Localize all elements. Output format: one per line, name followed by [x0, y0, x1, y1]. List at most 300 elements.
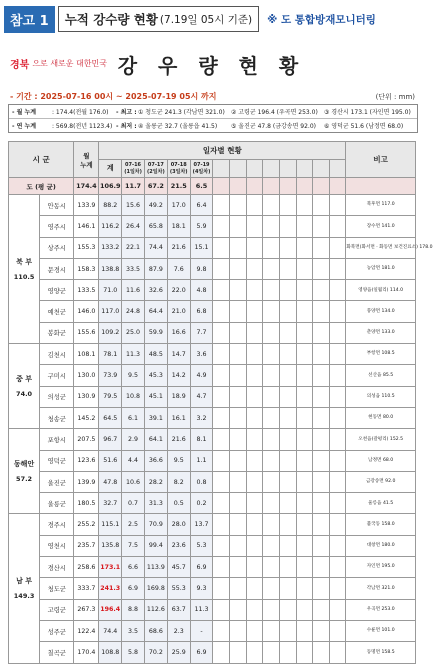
- cell-empty: [230, 450, 247, 471]
- period-text: - 기간 : 2025-07-16 00시 ~ 2025-07-19 05시 까지: [10, 92, 217, 101]
- note-cell: 영양읍(일월리) 114.0: [346, 280, 416, 301]
- cell-empty: [263, 599, 280, 620]
- cell-empty: [329, 237, 346, 258]
- cell-empty: [279, 642, 296, 663]
- day-value: 3.2: [190, 407, 213, 428]
- cell-empty: [329, 450, 346, 471]
- city-name: 성주군: [40, 620, 74, 641]
- note-cell: 동명면 158.5: [346, 642, 416, 663]
- day-value: 45.7: [167, 557, 190, 578]
- cell-empty: [313, 178, 330, 195]
- period-total: 32.7: [99, 493, 122, 514]
- cell-empty: [246, 237, 263, 258]
- day-value: 6.9: [190, 642, 213, 663]
- day-value: 18.9: [167, 386, 190, 407]
- cell-empty: [263, 557, 280, 578]
- cell-empty: [263, 280, 280, 301]
- region-cell: [9, 514, 40, 663]
- header-daily: 일자별 현황: [99, 142, 346, 160]
- cell-empty: [329, 301, 346, 322]
- month-total: 133.5: [74, 280, 99, 301]
- cell-empty: [213, 365, 230, 386]
- cell-empty: [296, 365, 313, 386]
- cell-empty: [263, 578, 280, 599]
- cell-empty: [246, 450, 263, 471]
- cell-empty: [296, 195, 313, 216]
- period-total: 71.0: [99, 280, 122, 301]
- day-value: 0.8: [190, 471, 213, 492]
- day-value: 16.6: [167, 322, 190, 343]
- region-cell: [9, 195, 40, 344]
- summary-max-item: ① 청도군 241.3 (각남면 321.0): [138, 109, 225, 116]
- day-value: 0.7: [122, 493, 145, 514]
- city-name: 포항시: [40, 429, 74, 450]
- month-total: 139.9: [74, 471, 99, 492]
- header-day: 07-19 (4일차): [190, 160, 213, 178]
- day-value: 22.1: [122, 237, 145, 258]
- cell-empty: [279, 237, 296, 258]
- cell-empty: [313, 216, 330, 237]
- cell-empty: [296, 301, 313, 322]
- cell-empty: [246, 514, 263, 535]
- cell-empty: [263, 493, 280, 514]
- cell-empty: [313, 280, 330, 301]
- day-value: 14.7: [167, 344, 190, 365]
- period-total: 241.3: [99, 578, 122, 599]
- day-value: 36.6: [144, 450, 167, 471]
- summary-year-label: - 연 누계: [12, 123, 37, 130]
- region-cell: [9, 429, 40, 514]
- city-name: 경주시: [40, 514, 74, 535]
- month-total: 155.6: [74, 322, 99, 343]
- header-day: 07-17 (2일차): [144, 160, 167, 178]
- cell-empty: [279, 429, 296, 450]
- cell-empty: [279, 493, 296, 514]
- day-value: 64.4: [144, 301, 167, 322]
- cell-empty: [213, 429, 230, 450]
- cell-empty: [213, 620, 230, 641]
- cell-empty: [213, 280, 230, 301]
- month-total: 146.1: [74, 216, 99, 237]
- day-value: 99.4: [144, 535, 167, 556]
- region-average: 149.3: [13, 592, 35, 601]
- cell-empty: [230, 344, 247, 365]
- note-cell: 춘양면 133.0: [346, 322, 416, 343]
- cell-empty: [329, 514, 346, 535]
- day-value: 169.8: [144, 578, 167, 599]
- cell-empty: [329, 216, 346, 237]
- cell-empty: [313, 429, 330, 450]
- day-value: 6.6: [122, 557, 145, 578]
- period-total: 64.5: [99, 407, 122, 428]
- cell-empty: [313, 642, 330, 663]
- cell-empty: [246, 578, 263, 599]
- region-name: 남 부: [16, 577, 33, 586]
- day-value: 28.2: [144, 471, 167, 492]
- day-value: 74.4: [144, 237, 167, 258]
- cell-empty: [213, 407, 230, 428]
- cell-empty: [230, 178, 247, 195]
- day-value: 64.1: [144, 429, 167, 450]
- period-total: 173.1: [99, 557, 122, 578]
- average-total: 106.9: [99, 178, 122, 195]
- day-value: 0.5: [167, 493, 190, 514]
- cell-empty: [263, 216, 280, 237]
- cell-empty: [230, 365, 247, 386]
- note-cell: 현동면 80.0: [346, 407, 416, 428]
- note-cell: 남정면 68.0: [346, 450, 416, 471]
- cell-empty: [279, 578, 296, 599]
- day-value: 16.1: [167, 407, 190, 428]
- cell-empty: [230, 471, 247, 492]
- rainfall-table: [8, 141, 433, 664]
- summary-month-value: : 174.4(전월 176.0): [52, 109, 109, 116]
- note-cell: 부항면 108.5: [346, 344, 416, 365]
- table-row: [9, 535, 416, 556]
- cell-empty: [329, 407, 346, 428]
- note-cell: 풍양면 134.0: [346, 301, 416, 322]
- table-row: [9, 620, 416, 641]
- cell-empty: [329, 471, 346, 492]
- cell-empty: [313, 493, 330, 514]
- cell-empty: [230, 322, 247, 343]
- cell-empty: [263, 258, 280, 279]
- cell-empty: [279, 471, 296, 492]
- header-empty: [246, 160, 263, 178]
- city-name: 영덕군: [40, 450, 74, 471]
- cell-empty: [296, 280, 313, 301]
- day-value: 8.8: [122, 599, 145, 620]
- cell-empty: [313, 407, 330, 428]
- summary-max-item: ② 고령군 196.4 (우곡면 253.0): [231, 109, 318, 116]
- city-name: 칠곡군: [40, 642, 74, 663]
- city-name: 문경시: [40, 258, 74, 279]
- cell-empty: [279, 535, 296, 556]
- day-value: 45.1: [144, 386, 167, 407]
- city-name: 영천시: [40, 535, 74, 556]
- cell-empty: [279, 514, 296, 535]
- month-total: 133.9: [74, 195, 99, 216]
- city-name: 봉화군: [40, 322, 74, 343]
- day-value: 10.6: [122, 471, 145, 492]
- period-total: 96.7: [99, 429, 122, 450]
- day-value: 25.9: [167, 642, 190, 663]
- cell-empty: [346, 178, 416, 195]
- cell-empty: [329, 620, 346, 641]
- city-name: 울릉군: [40, 493, 74, 514]
- day-value: 31.3: [144, 493, 167, 514]
- cell-empty: [329, 599, 346, 620]
- page-title: 강 우 량 현 황: [117, 54, 306, 78]
- summary-min-label: - 최저 :: [116, 123, 137, 130]
- table-row: [9, 407, 416, 428]
- day-value: 33.5: [122, 258, 145, 279]
- cell-empty: [230, 301, 247, 322]
- logo-mark: 경북: [10, 60, 30, 71]
- day-value: 3.5: [122, 620, 145, 641]
- cell-empty: [213, 471, 230, 492]
- period-total: 51.6: [99, 450, 122, 471]
- day-value: 2.3: [167, 620, 190, 641]
- period-total: 79.5: [99, 386, 122, 407]
- cell-empty: [296, 258, 313, 279]
- cell-empty: [246, 642, 263, 663]
- period-total: 116.2: [99, 216, 122, 237]
- cell-empty: [279, 322, 296, 343]
- day-value: 8.1: [190, 429, 213, 450]
- note-cell: 북후면 117.0: [346, 195, 416, 216]
- table-row: [9, 386, 416, 407]
- cell-empty: [213, 195, 230, 216]
- day-value: 11.6: [122, 280, 145, 301]
- cell-empty: [329, 642, 346, 663]
- cell-empty: [313, 237, 330, 258]
- cell-empty: [279, 450, 296, 471]
- cell-empty: [296, 578, 313, 599]
- cell-empty: [213, 216, 230, 237]
- cell-empty: [279, 407, 296, 428]
- summary-min-item: ④ 울릉군 32.7 (울릉읍 41.5): [138, 123, 218, 130]
- day-value: 5.3: [190, 535, 213, 556]
- cell-empty: [230, 407, 247, 428]
- cell-empty: [279, 557, 296, 578]
- cell-empty: [313, 514, 330, 535]
- cell-empty: [313, 557, 330, 578]
- cell-empty: [213, 237, 230, 258]
- table-row: [9, 258, 416, 279]
- day-value: 8.2: [167, 471, 190, 492]
- cell-empty: [230, 429, 247, 450]
- cell-empty: [230, 642, 247, 663]
- cell-empty: [279, 301, 296, 322]
- cell-empty: [329, 365, 346, 386]
- cell-empty: [246, 344, 263, 365]
- cell-empty: [313, 599, 330, 620]
- header-month: 월 누계: [74, 142, 99, 178]
- cell-empty: [230, 620, 247, 641]
- note-cell: 의성읍 110.5: [346, 386, 416, 407]
- month-total: 155.3: [74, 237, 99, 258]
- day-value: 10.8: [122, 386, 145, 407]
- cell-empty: [246, 195, 263, 216]
- table-body: [9, 178, 433, 664]
- month-total: 123.6: [74, 450, 99, 471]
- cell-empty: [296, 237, 313, 258]
- city-name: 의성군: [40, 386, 74, 407]
- header-subtitle: (7.19일 05시 기준): [159, 13, 253, 26]
- average-day: 6.5: [190, 178, 213, 195]
- day-value: -: [190, 620, 213, 641]
- day-value: 2.9: [122, 429, 145, 450]
- day-value: 2.5: [122, 514, 145, 535]
- cell-empty: [279, 178, 296, 195]
- cell-empty: [213, 450, 230, 471]
- period-total: 117.0: [99, 301, 122, 322]
- cell-empty: [213, 599, 230, 620]
- table-row: [9, 322, 416, 343]
- cell-empty: [263, 642, 280, 663]
- cell-empty: [279, 258, 296, 279]
- cell-empty: [313, 535, 330, 556]
- cell-empty: [230, 258, 247, 279]
- cell-empty: [296, 642, 313, 663]
- day-value: 4.4: [122, 450, 145, 471]
- region-average: 74.0: [16, 390, 33, 399]
- day-value: 59.9: [144, 322, 167, 343]
- cell-empty: [263, 301, 280, 322]
- table-row: [9, 514, 416, 535]
- day-value: 21.6: [167, 237, 190, 258]
- cell-empty: [329, 178, 346, 195]
- cell-empty: [296, 386, 313, 407]
- table-row: [9, 237, 416, 258]
- cell-empty: [279, 386, 296, 407]
- day-value: 13.7: [190, 514, 213, 535]
- cell-empty: [263, 620, 280, 641]
- header-day: 07-16 (1일차): [122, 160, 145, 178]
- cell-empty: [329, 280, 346, 301]
- day-value: 4.7: [190, 386, 213, 407]
- city-name: 영양군: [40, 280, 74, 301]
- city-name: 청송군: [40, 407, 74, 428]
- city-name: 예천군: [40, 301, 74, 322]
- period-total: 78.1: [99, 344, 122, 365]
- cell-empty: [213, 557, 230, 578]
- cell-empty: [313, 195, 330, 216]
- city-name: 상주시: [40, 237, 74, 258]
- cell-empty: [246, 620, 263, 641]
- summary-min-item: ⑥ 영덕군 51.6 (남정면 68.0): [324, 123, 404, 130]
- day-value: 5.9: [190, 216, 213, 237]
- month-total: 158.3: [74, 258, 99, 279]
- cell-empty: [263, 429, 280, 450]
- city-name: 울진군: [40, 471, 74, 492]
- period-total: 115.1: [99, 514, 122, 535]
- cell-empty: [296, 471, 313, 492]
- cell-empty: [230, 599, 247, 620]
- table-row: [9, 557, 416, 578]
- note-cell: 농암면 181.0: [346, 258, 416, 279]
- period-total: 73.9: [99, 365, 122, 386]
- summary-row-year: [9, 119, 417, 132]
- cell-empty: [296, 450, 313, 471]
- header-day: 07-18 (3일차): [167, 160, 190, 178]
- month-total: 180.5: [74, 493, 99, 514]
- cell-empty: [246, 280, 263, 301]
- cell-empty: [313, 322, 330, 343]
- cell-empty: [313, 301, 330, 322]
- month-total: 170.4: [74, 642, 99, 663]
- cell-empty: [313, 365, 330, 386]
- period-total: 109.2: [99, 322, 122, 343]
- note-cell: 화북면(화서면 · 화동면 보건진료소) 178.0: [346, 237, 416, 258]
- table-row: [9, 195, 416, 216]
- cell-empty: [230, 386, 247, 407]
- day-value: 1.1: [190, 450, 213, 471]
- month-total: 122.4: [74, 620, 99, 641]
- cell-empty: [246, 557, 263, 578]
- cell-empty: [230, 280, 247, 301]
- cell-empty: [313, 386, 330, 407]
- cell-empty: [230, 493, 247, 514]
- table-row: [9, 599, 416, 620]
- day-value: 70.9: [144, 514, 167, 535]
- month-total: 145.2: [74, 407, 99, 428]
- cell-empty: [230, 514, 247, 535]
- cell-empty: [263, 195, 280, 216]
- table-row: [9, 642, 416, 663]
- cell-empty: [246, 178, 263, 195]
- cell-empty: [279, 280, 296, 301]
- cell-empty: [279, 344, 296, 365]
- cell-empty: [213, 493, 230, 514]
- header-empty: [313, 160, 330, 178]
- cell-empty: [213, 178, 230, 195]
- period-total: 47.8: [99, 471, 122, 492]
- month-total: 255.2: [74, 514, 99, 535]
- day-value: 49.2: [144, 195, 167, 216]
- day-value: 9.5: [122, 365, 145, 386]
- table-row: [9, 280, 416, 301]
- cell-empty: [246, 407, 263, 428]
- average-row: [9, 178, 416, 195]
- day-value: 24.8: [122, 301, 145, 322]
- cell-empty: [263, 407, 280, 428]
- day-value: 11.3: [190, 599, 213, 620]
- city-name: 고령군: [40, 599, 74, 620]
- cell-empty: [246, 386, 263, 407]
- average-day: 11.7: [122, 178, 145, 195]
- cell-empty: [263, 535, 280, 556]
- logo-text: 으로 새로운 대한민국: [32, 59, 107, 68]
- period-total: 196.4: [99, 599, 122, 620]
- header-note: ※ 도 통합방재모니터링: [267, 13, 376, 26]
- day-value: 28.0: [167, 514, 190, 535]
- cell-empty: [246, 258, 263, 279]
- day-value: 45.3: [144, 365, 167, 386]
- day-value: 6.9: [190, 557, 213, 578]
- period-total: 88.2: [99, 195, 122, 216]
- day-value: 21.6: [167, 429, 190, 450]
- cell-empty: [329, 322, 346, 343]
- cell-empty: [213, 642, 230, 663]
- cell-empty: [296, 493, 313, 514]
- day-value: 63.7: [167, 599, 190, 620]
- cell-empty: [263, 322, 280, 343]
- cell-empty: [213, 344, 230, 365]
- cell-empty: [246, 429, 263, 450]
- day-value: 6.9: [122, 578, 145, 599]
- header-total: 계: [99, 160, 122, 178]
- table-row: [9, 578, 416, 599]
- cell-empty: [296, 620, 313, 641]
- cell-empty: [296, 514, 313, 535]
- header-title: [58, 6, 259, 32]
- note-cell: 우곡면 253.0: [346, 599, 416, 620]
- cell-empty: [296, 322, 313, 343]
- summary-min-item: ⑤ 울진군 47.8 (금강송면 92.0): [231, 123, 316, 130]
- cell-empty: [279, 195, 296, 216]
- cell-empty: [213, 514, 230, 535]
- header-empty: [230, 160, 247, 178]
- cell-empty: [313, 258, 330, 279]
- region-average: 57.2: [16, 475, 33, 484]
- day-value: 22.0: [167, 280, 190, 301]
- cell-empty: [313, 450, 330, 471]
- day-value: 25.0: [122, 322, 145, 343]
- month-total: 267.3: [74, 599, 99, 620]
- average-day: 67.2: [144, 178, 167, 195]
